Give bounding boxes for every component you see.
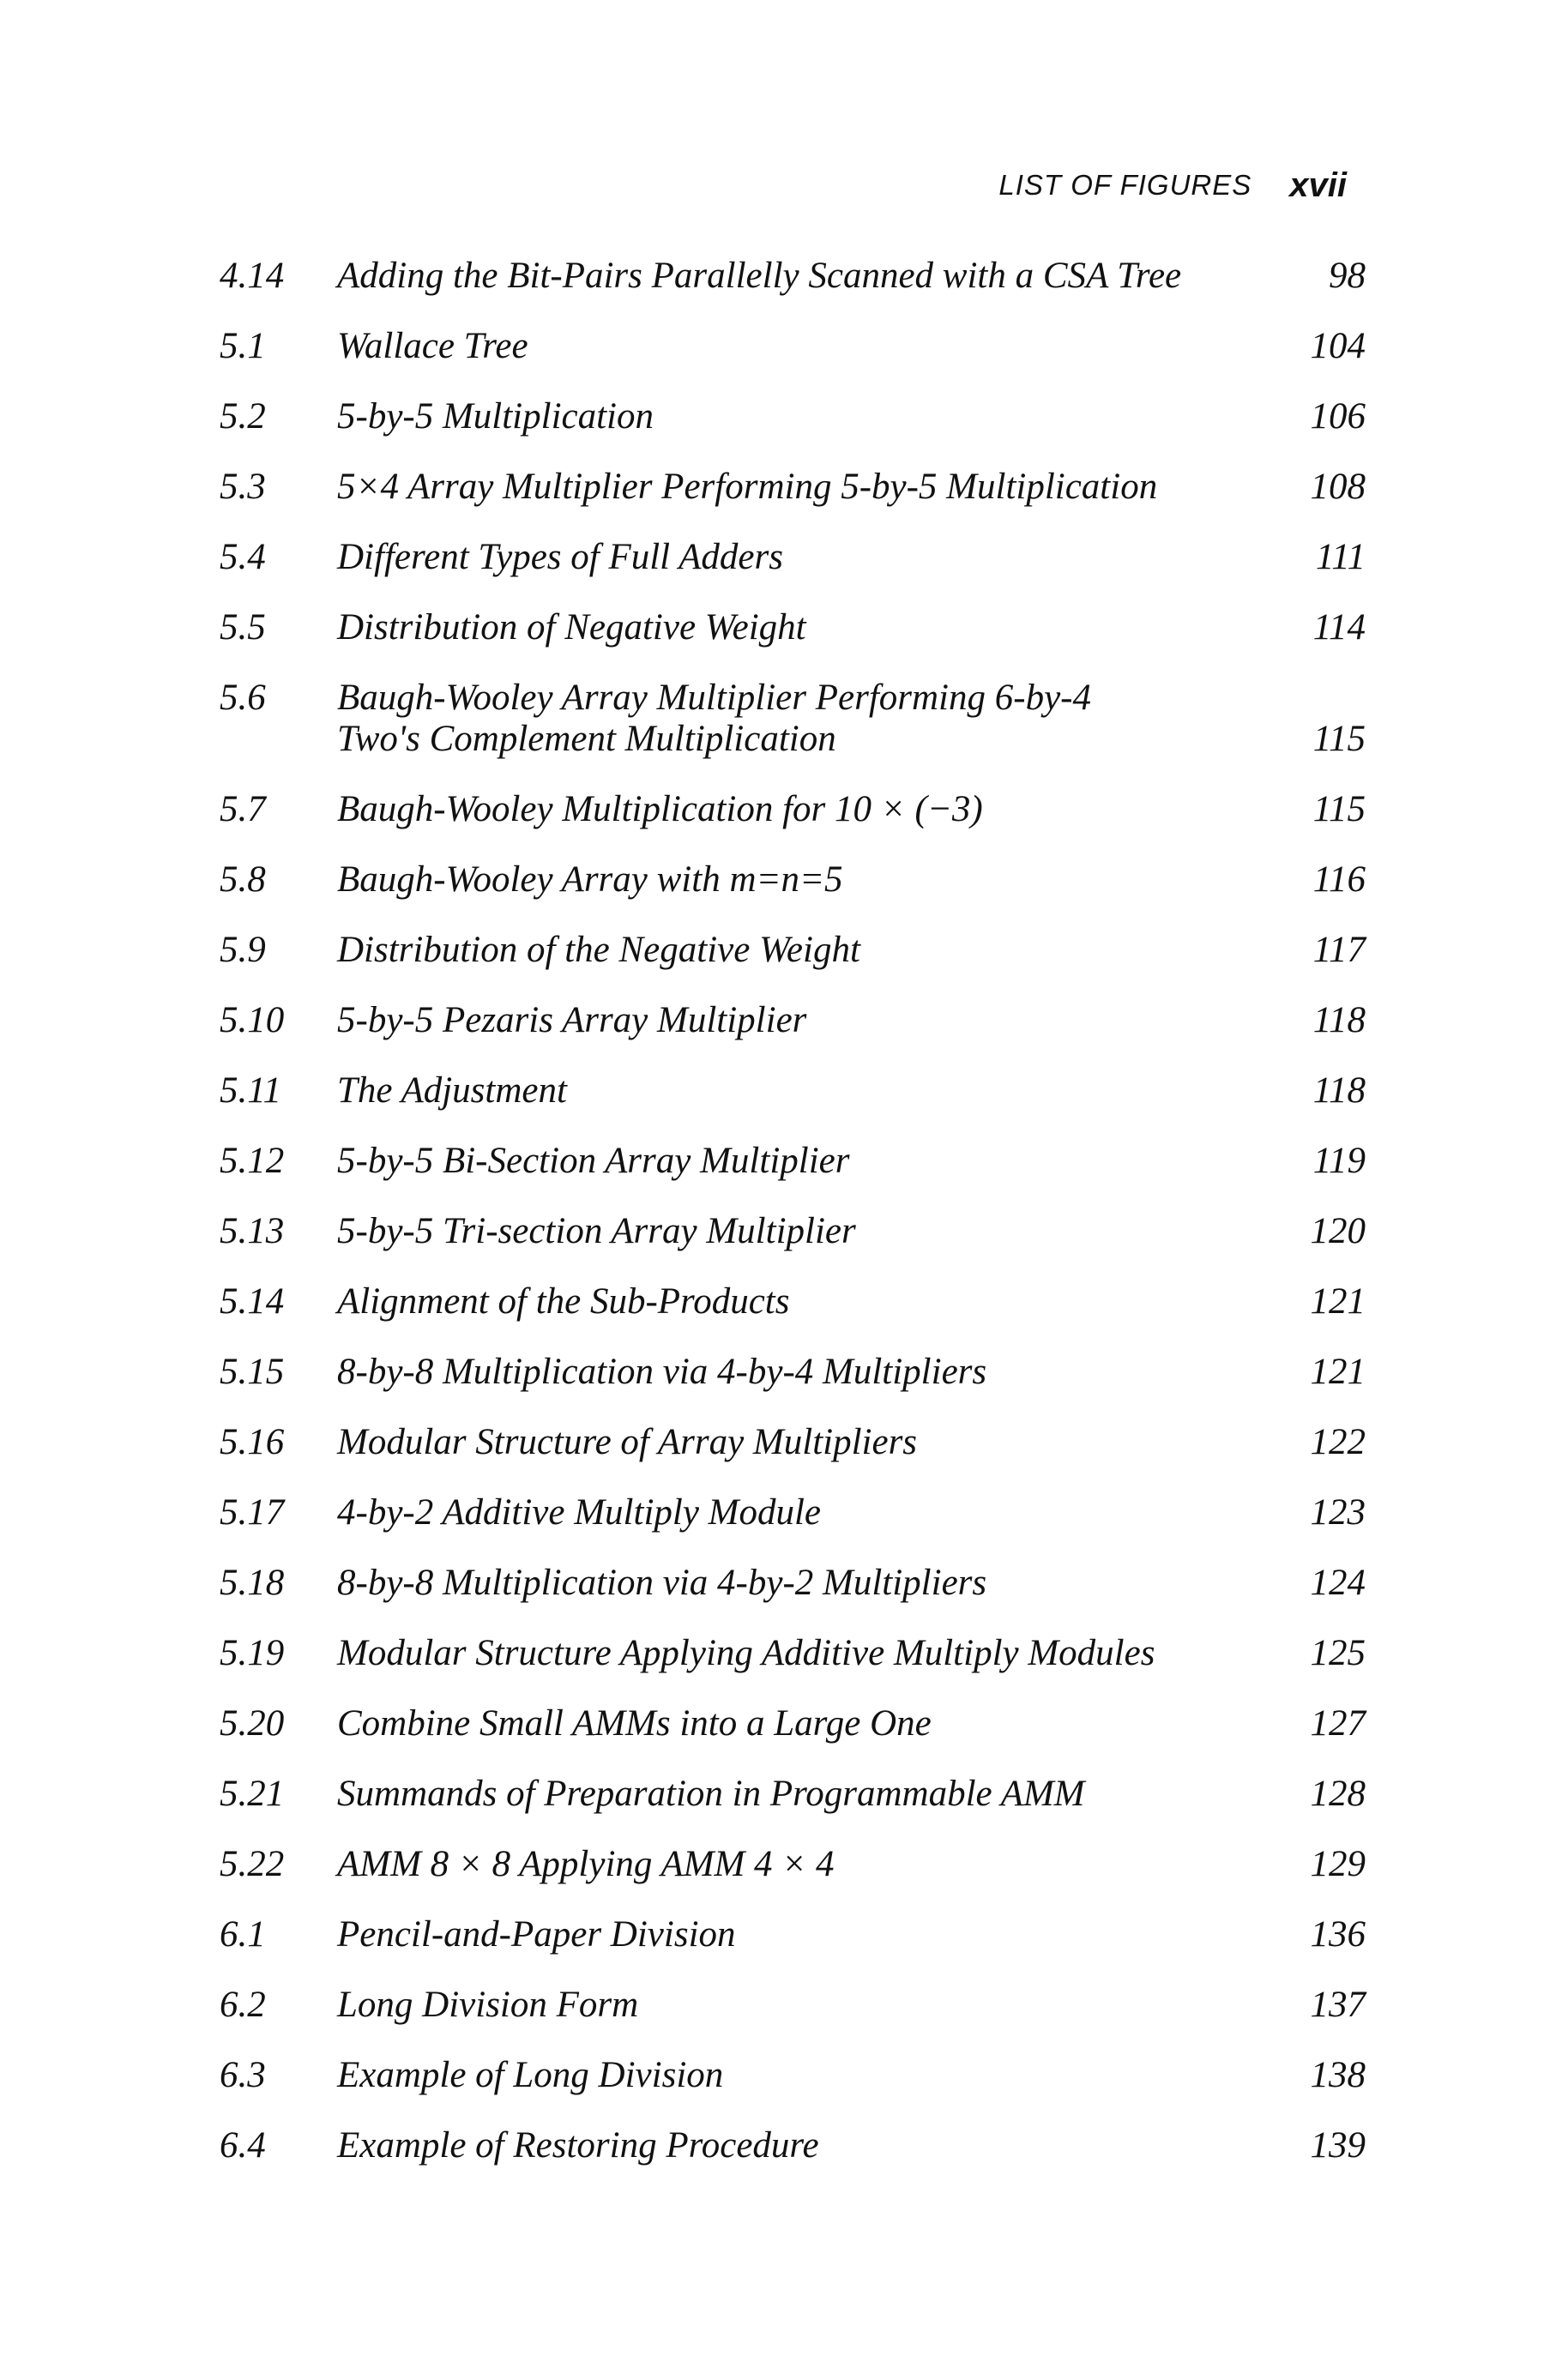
figure-page: 124	[1310, 1563, 1366, 1603]
figure-page: 125	[1310, 1633, 1366, 1673]
running-head	[944, 160, 1347, 211]
figure-title: AMM 8 × 8 Applying AMM 4 × 4	[337, 1844, 835, 1884]
figure-page: 98	[1329, 256, 1366, 296]
figure-title: Baugh-Wooley Array with m=n=5	[337, 859, 843, 900]
figure-page: 108	[1310, 467, 1366, 507]
figure-title: 8-by-8 Multiplication via 4-by-4 Multipliers	[337, 1352, 987, 1392]
figure-page: 121	[1310, 1352, 1366, 1392]
figure-title: 8-by-8 Multiplication via 4-by-2 Multipliers	[337, 1563, 987, 1603]
figure-number: 6.2	[220, 1985, 266, 2025]
figure-page: 115	[1312, 719, 1366, 759]
figure-title: 5-by-5 Pezaris Array Multiplier	[337, 1000, 807, 1040]
figure-title: The Adjustment	[337, 1070, 567, 1111]
figure-page: 114	[1312, 607, 1366, 648]
figure-number: 5.14	[220, 1281, 285, 1322]
figure-page: 137	[1310, 1985, 1366, 2025]
figure-page: 121	[1310, 1281, 1366, 1322]
figure-page: 138	[1310, 2055, 1366, 2095]
figure-number: 5.6	[220, 678, 266, 718]
figure-number: 5.18	[220, 1563, 285, 1603]
figure-number: 5.17	[220, 1492, 285, 1533]
figure-title: 5-by-5 Bi-Section Array Multiplier	[337, 1141, 850, 1181]
figure-title-continuation: Two's Complement Multiplication	[337, 719, 836, 759]
figure-title: Baugh-Wooley Multiplication for 10 × (−3)	[337, 789, 983, 829]
figure-title: Alignment of the Sub-Products	[337, 1281, 790, 1322]
figure-title: Modular Structure of Array Multipliers	[337, 1422, 918, 1462]
figure-page: 129	[1310, 1844, 1366, 1884]
figure-page: 136	[1310, 1914, 1366, 1955]
figure-number: 4.14	[220, 256, 285, 296]
figure-number: 5.21	[220, 1774, 285, 1814]
figure-number: 5.16	[220, 1422, 285, 1462]
figure-title: Pencil-and-Paper Division	[337, 1914, 736, 1955]
figure-page: 128	[1310, 1774, 1366, 1814]
figure-number: 5.5	[220, 607, 266, 648]
figure-number: 6.4	[220, 2125, 266, 2166]
figure-page: 119	[1312, 1141, 1366, 1181]
figure-page: 123	[1310, 1492, 1366, 1533]
figure-number: 5.10	[220, 1000, 285, 1040]
figure-entry-5-6	[0, 676, 1544, 762]
figure-number: 5.4	[220, 537, 266, 577]
page-number: xvii	[1289, 166, 1347, 204]
figure-number: 6.1	[220, 1914, 266, 1955]
figure-number: 5.11	[220, 1070, 282, 1111]
figure-title: Long Division Form	[337, 1985, 639, 2025]
figure-number: 5.13	[220, 1211, 285, 1251]
figure-title: Different Types of Full Adders	[337, 537, 783, 577]
figure-title: Example of Restoring Procedure	[337, 2125, 819, 2166]
figure-title: 5-by-5 Tri-section Array Multiplier	[337, 1211, 856, 1251]
figure-page: 118	[1312, 1070, 1366, 1111]
figure-title: Modular Structure Applying Additive Multiply Modules	[337, 1633, 1155, 1673]
figure-number: 5.2	[220, 396, 266, 437]
figure-page: 139	[1310, 2125, 1366, 2166]
figure-title: Summands of Preparation in Programmable AMM	[337, 1774, 1085, 1814]
figure-number: 5.1	[220, 326, 266, 366]
figure-page: 111	[1315, 537, 1366, 577]
figure-title: Baugh-Wooley Array Multiplier Performing 6-by-4	[337, 678, 1091, 718]
figure-number: 5.15	[220, 1352, 285, 1392]
figure-title: 5×4 Array Multiplier Performing 5-by-5 Multiplication	[337, 467, 1158, 507]
section-title: LIST OF FIGURES	[998, 169, 1252, 201]
figure-number: 5.12	[220, 1141, 285, 1181]
figure-title: Wallace Tree	[337, 326, 528, 366]
figure-number: 5.8	[220, 859, 266, 900]
figure-title: 5-by-5 Multiplication	[337, 396, 654, 437]
figure-page: 122	[1310, 1422, 1366, 1462]
figure-number: 5.20	[220, 1703, 285, 1744]
figure-number: 5.9	[220, 930, 266, 970]
figure-number: 5.22	[220, 1844, 285, 1884]
figure-page: 115	[1312, 789, 1366, 829]
figure-page: 104	[1310, 326, 1366, 366]
figure-page: 127	[1310, 1703, 1366, 1744]
figure-number: 5.19	[220, 1633, 285, 1673]
figure-page: 118	[1312, 1000, 1366, 1040]
figure-page: 116	[1312, 859, 1366, 900]
figure-page: 120	[1310, 1211, 1366, 1251]
figure-title: Adding the Bit-Pairs Parallelly Scanned with a CSA Tree	[337, 256, 1182, 296]
figure-title: Example of Long Division	[337, 2055, 724, 2095]
figure-number: 5.3	[220, 467, 266, 507]
figure-page: 117	[1312, 930, 1366, 970]
figure-title: Combine Small AMMs into a Large One	[337, 1703, 932, 1744]
figure-number: 6.3	[220, 2055, 266, 2095]
figure-page: 106	[1310, 396, 1366, 437]
figure-title: 4-by-2 Additive Multiply Module	[337, 1492, 822, 1533]
figure-number: 5.7	[220, 789, 266, 829]
figure-title: Distribution of Negative Weight	[337, 607, 806, 648]
figure-title: Distribution of the Negative Weight	[337, 930, 860, 970]
